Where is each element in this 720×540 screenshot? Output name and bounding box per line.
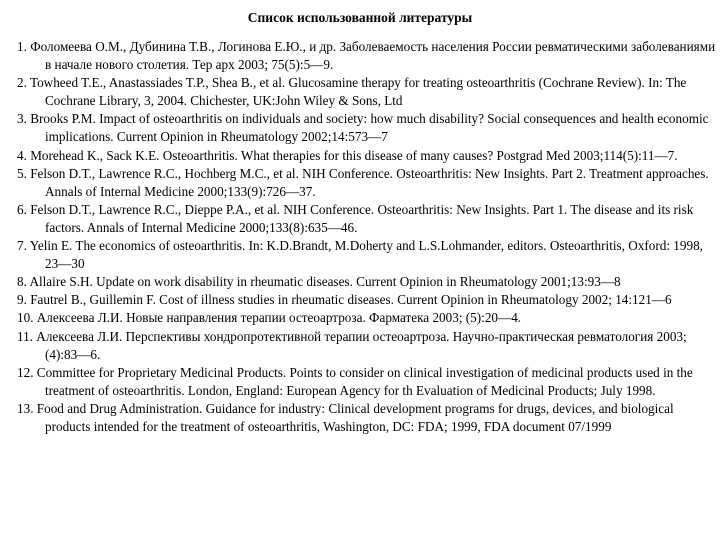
reference-item: 7. Yelin E. The economics of osteoarthritis. In: K.D.Brandt, M.Doherty and L.S.Lohmander, editors. Osteoarthritis, Oxford: 1998, 23—30 [17,238,703,272]
reference-item: 9. Fautrel B., Guillemin F. Cost of illness studies in rheumatic diseases. Current Opinion in Rheumatology 2002; 14:121—6 [17,292,672,308]
reference-item: 12. Committee for Proprietary Medicinal Products. Points to consider on clinical investigation of medicinal products used in the treatment of osteoarthritis. London, England: European Agency for th Evaluation of Medicinal Products; July 1998. [17,364,693,398]
reference-item: 5. Felson D.T., Lawrence R.C., Hochberg M.C., et al. NIH Conference. Osteoarthritis: New Insights. Part 2. Treatment approaches. Annals of Internal Medicine 2000;133(9):726—37. [17,165,709,199]
reference-item: 2. Towheed T.E., Anastassiades T.P., Shea B., et al. Glucosamine therapy for treating osteoarthritis (Cochrane Review). In: The Cochrane Library, 3, 2004. Chichester, UK:John Wiley & Sons, Ltd [17,75,687,109]
reference-list [17,38,717,436]
reference-item: 10. Алексеева Л.И. Новые направления терапии остеоартроза. Фарматека 2003; (5):20—4. [17,310,522,326]
page-title: Список использованной литературы [247,10,473,25]
reference-item: 13. Food and Drug Administration. Guidance for industry: Clinical development programs for drugs, devices, and biological products intended for the treatment of osteoarthritis, Washington, DC: FDA; 1999, FDA document 07/1999 [17,400,674,434]
reference-item: 8. Allaire S.H. Update on work disability in rheumatic diseases. Current Opinion in Rheumatology 2001;13:93—8 [17,274,621,290]
reference-item: 4. Morehead K., Sack K.E. Osteoarthritis. What therapies for this disease of many causes? Postgrad Med 2003;114(5):11—7. [17,147,678,163]
reference-item: 3. Brooks P.M. Impact of osteoarthritis on individuals and society: how much disability? Social consequences and health economic implications. Current Opinion in Rheumatology 2002;14:573—7 [17,111,709,145]
reference-item: 6. Felson D.T., Lawrence R.C., Dieppe P.A., et al. NIH Conference. Osteoarthritis: New Insights. Part 1. The disease and its risk factors. Annals of Internal Medicine 2000;133(8):635—46. [17,201,694,235]
reference-item: 1. Фоломеева О.М., Дубинина Т.В., Логинова Е.Ю., и др. Заболеваемость населения России ревматическими заболеваниями в начале нового столетия. Тер арх 2003; 75(5):5—9. [17,39,716,73]
reference-item: 11. Алексеева Л.И. Перспективы хондропротективной терапии остеоартроза. Научно-практическая ревматология 2003; (4):83—6. [17,328,687,362]
